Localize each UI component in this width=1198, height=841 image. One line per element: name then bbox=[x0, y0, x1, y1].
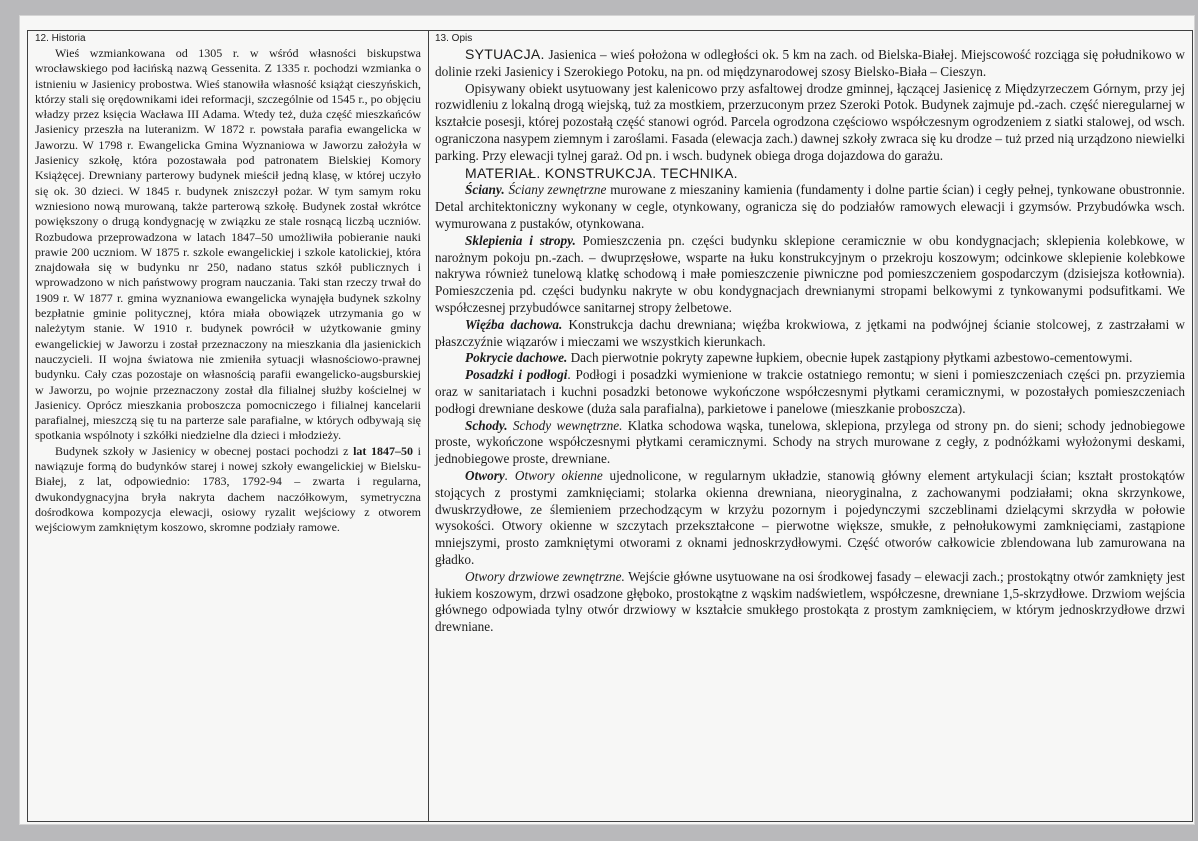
document-sheet bbox=[20, 16, 1194, 824]
walls-label: Ściany. bbox=[465, 182, 505, 198]
roofing-text: Dach pierwotnie pokryty zapewne łupkiem, obecnie łupek zastąpiony płytkami azbestowo-cementowymi. bbox=[567, 350, 1133, 366]
history-building-text-a: Budynek szkoły w Jasienicy w obecnej postaci pochodzi z bbox=[55, 443, 354, 458]
roofing-paragraph bbox=[435, 350, 1185, 367]
openings-text: ujednolicone, w regularnym układzie, stanowią główny element artykulacji ścian; kształt prostokątów stojących z prostymi zamknięciami; stolarka okienna drewniana, nieoryginalna, z zachowanymi podziałami; okna skrzynkowe, dwuskrzydłowe, ze ślemieniem przechodzącym w krzyżu pozornym i pojedynczymi szczeblinami dzielącymi skrzydła w połowie wysokości. Otwory okienne w szczytach przekształcone – pierwotne większe, smukłe, z pełnołukowymi zamknięciami, zastąpione mniejszymi, prosto zamkniętymi otworami z oknami jednoskrzydłowymi. Część otworów całkowicie zblendowana lub zamurowana na gładko. bbox=[435, 467, 1185, 567]
column-divider bbox=[428, 31, 429, 821]
situation-text: Jasienica – wieś położona w odległości ok. 5 km na zach. od Bielska-Białej. Miejscowość rozciąga się południkowo w dolinie rzeki Jasienicy i Szerokiego Potoku, na pn. od międzynarodowej szosy Bielsko-Biała – Cieszyn. bbox=[435, 47, 1185, 79]
vaults-paragraph bbox=[435, 233, 1185, 317]
material-heading: MATERIAŁ. KONSTRUKCJA. TECHNIKA. bbox=[465, 164, 738, 181]
walls-paragraph bbox=[435, 182, 1185, 232]
description-column bbox=[435, 33, 1185, 636]
stairs-paragraph bbox=[435, 418, 1185, 468]
stairs-text: Klatka schodowa wąska, tunelowa, sklepiona, przylega od strony pn. do sieni; schody jednobiegowe proste, wykończone współczesnymi płytkami ceramicznymi. Schody na strych murowane z cegły, z podnóżkami wyłożonymi deskami, jednobiegowe proste, drewniane. bbox=[435, 417, 1186, 467]
history-heading: 12. Historia bbox=[35, 33, 86, 44]
floors-label: Posadzki i podłogi bbox=[465, 367, 568, 383]
floors-text: . Podłogi i posadzki wymienione w trakcie ostatniego remontu; w sieni i pomieszczeniach części pn. przyziemia oraz w sanitariatach i kuchni posadzki betonowe wykończone współczesnymi płytkami ceramicznymi, w pozostałych pomieszczeniach podłogi drewniane deskowe (duża sala parafialna), parkietowe i panelowe (mieszkanie proboszcza). bbox=[435, 367, 1185, 416]
walls-text: murowane z mieszaniny kamienia (fundamenty i dolne partie ścian) i cegły pełnej, tynkowane obustronnie. Detal architektoniczny wykonany w cegle, otynkowany, ogranicza się do podziałów ramowych elewacji i gzymsów. Przybudówka wsch. wymurowana z pustaków, otynkowana. bbox=[435, 182, 1185, 231]
roof-truss-text: Konstrukcja dachu drewniana; więźba krokwiowa, z jętkami na podwójnej ścianie stolcowej, z zastrzałami w płaszczyźnie wiązarów i mieczami we wszystkich kierunkach. bbox=[435, 316, 1185, 349]
openings-subtitle: . Otwory okienne bbox=[504, 467, 603, 483]
roof-truss-paragraph bbox=[435, 317, 1185, 351]
history-building-years: lat 1847–50 bbox=[353, 443, 414, 458]
roof-truss-label: Więźba dachowa. bbox=[465, 316, 563, 332]
doors-text: Wejście główne usytuowane na osi środkowej fasady – elewacji zach.; prostokątny otwór zamknięty jest łukiem koszowym, drzwi osadzone głęboko, prostokątne z wąskim nadświetlem, współczesne, drewniane 1,5-skrzydłowe. Drzwiom wejścia głównego odpowiada tylny otwór drzwiowy w kształcie smukłego prostokąta z prostym zamknięciem, w którym jednoskrzydłowe drzwi drewniane. bbox=[435, 568, 1185, 635]
form-frame bbox=[27, 30, 1193, 822]
history-building-paragraph bbox=[35, 444, 421, 536]
description-heading: 13. Opis bbox=[435, 33, 473, 44]
floors-paragraph bbox=[435, 367, 1185, 417]
history-paragraph: Wieś wzmiankowana od 1305 r. w wśród własności biskupstwa wrocławskiego pod łacińską nazwą Gessenita. Z 1335 r. pochodzi wzmianka o istnieniu w Jasienicy probostwa. Wieś stanowiła własność książąt cieszyńskich, którzy stali się orędownikami idei reformacji, szczególnie od 1545 r., po objęciu władzy przez księcia Wacława III Adama. Wtedy też, duża część mieszkańców Jasienicy przeszła na luteranizm. W 1872 r. powstała parafia ewangelicka w Jaworzu. W 1798 r. Ewangelicka Gmina Wyznaniowa w Jaworzu założyła w Jasienicy szkołę, która pozostawała pod patronatem Bielskiej Komory Książęcej. Drewniany parterowy budynek mieścił jedną klasę, w której uczyło się ok. 30 dzieci. W 1845 r. budynek zniszczył pożar. W tym samym roku wzniesiono nową murowaną, także parterową szkołę. Budynek został wkrótce powiększony o drugą kondygnację w związku ze stale rosnącą liczbą uczniów. Rozbudowa przeprowadzona w latach 1847–50 umożliwiła pobieranie nauki prawie 200 uczniom. W 1875 r. szkole ewangelickiej i szkole katolickiej, która znajdowała się w budynku nr 250, nadano status szkół publicznych i wprowadzono w nich państwowy program nauczania. Taki stan rzeczy trwał do 1909 r. W 1877 r. gmina wyznaniowa ewangelicka wynajęła budynek szkolny bezpłatnie gminie politycznej, która miała obowiązek utrzymania go w należytym stanie. W 1910 r. budynek powrócił w użytkowanie gminy ewangelickiej w Jaworzu i został przeznaczony na mieszkania dla jasienickich nauczycieli. II wojna światowa nie zmieniła sytuacji własnościowo-prawnej budynku. Cały czas pozostaje on własnością parafii ewangelicko-augsburskiej w Jaworzu, po wojnie przeznaczony został dla filialnej służby kościelnej w Jasienicy. Oprócz mieszkania proboszcza pomocniczego i filialnej kancelarii parafialnej, mieszczą się tu na parterze sale parafialne, w których odbywają się spotkania wspólnoty i szkółki niedzielne dla dzieci i młodzieży. bbox=[35, 46, 421, 443]
vaults-text: Pomieszczenia pn. części budynku sklepione ceramicznie w obu kondygnacjach; sklepienia kolebkowe, w narożnym pokoju pn.-zach. – dwuprzęsłowe, wsparte na łuku konstrukcyjnym o przekroju koszowym; odcinkowe sklepienie kolebkowe nakrywa również tunelową klatkę schodową i małe pomieszczenie piwniczne pod pomieszczeniem gospodarczym (dzisiejsza kotłownia). Pomieszczenia pd. części budynku nakryte w obu kondygnacjach drewnianymi stropami belkowymi z tynkowanymi podsufitkami. We współczesnej przybudówce sanitarnej stropy żelbetowe. bbox=[435, 232, 1186, 315]
vaults-label: Sklepienia i stropy. bbox=[465, 232, 576, 248]
situation-label: SYTUACJA. bbox=[465, 46, 545, 62]
history-column bbox=[35, 33, 421, 536]
doors-paragraph bbox=[435, 569, 1185, 636]
situation-paragraph bbox=[435, 46, 1185, 81]
object-paragraph: Opisywany obiekt usytuowany jest kalenicowo przy asfaltowej drodze gminnej, łączącej Jasienicę z Międzyrzeczem Górnym, przy jej rozwidleniu z lokalną drogą wiejską, tuż za mostkiem, przerzuconym przez Szeroki Potok. Budynek zajmuje pd.-zach. część nieregularnej w kształcie posesji, której pozostałą część stanowi ogród. Parcela ogrodzona częściowo współczesnym ogrodzeniem z siatki stalowej, od wsch. ograniczona nasypem ziemnym i zaroślami. Fasada (elewacja zach.) dawnej szkoły zwraca się ku drodze – tuż przed nią urządzono niewielki parking. Przy elewacji tylnej garaż. Od pn. i wsch. budynek obiega droga dojazdowa do garażu. bbox=[435, 80, 1185, 163]
openings-label: Otwory bbox=[465, 467, 505, 483]
stairs-subtitle: Schody wewnętrzne. bbox=[507, 417, 623, 433]
doors-subtitle: Otwory drzwiowe zewnętrzne. bbox=[465, 568, 625, 584]
roofing-label: Pokrycie dachowe. bbox=[465, 350, 568, 366]
material-heading-paragraph bbox=[435, 165, 1185, 183]
stairs-label: Schody. bbox=[465, 417, 508, 433]
walls-subtitle: Ściany zewnętrzne bbox=[508, 182, 607, 198]
openings-paragraph bbox=[435, 468, 1185, 569]
history-building-text-c: i nawiązuje formą do budynków starej i nowej szkoły ewangelickiej w Bielsku-Białej, z lat, odpowiednio: 1783, 1792-94 – zwarta i regularna, dwukondygnacyjna bryła nakryta dachem naczółkowym, symetryczna dośrodkowa kompozycja elewacji, osiowy ryzalit wejściowy z otworem wejściowym zamkniętym koszowo, skromne podziały ramowe. bbox=[35, 443, 421, 535]
